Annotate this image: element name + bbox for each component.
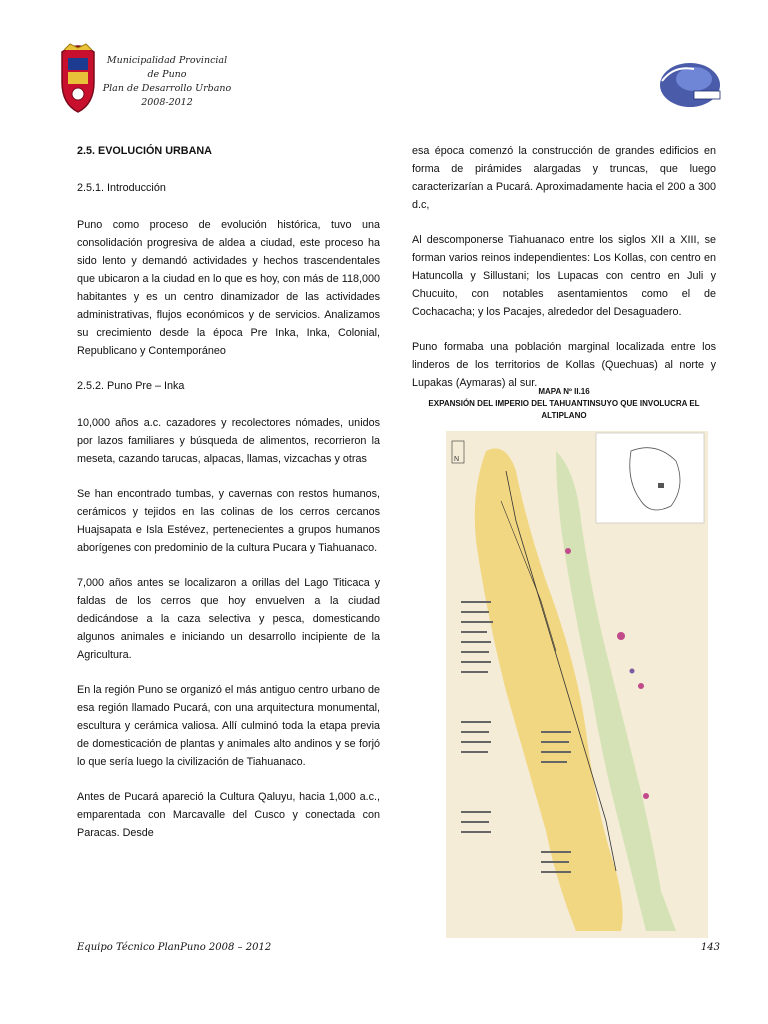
section-heading: 2.5. EVOLUCIÓN URBANA <box>77 145 212 157</box>
paragraph: esa época comenzó la construcción de grandes edificios en forma de pirámides alargadas y truncas, que luego caracterizarían a Pucará. Aproximadamente hacia el 200 a 300 d.c, <box>412 145 716 211</box>
paragraph: Se han encontrado tumbas, y cavernas con restos humanos, cerámicos y tejidos en las colinas de los cerros cercanos Huajsapata e Isla Estévez, pertenecientes a grupos humanos aborígenes con predominio de la cultura Pucara y Tiahuanaco. <box>77 488 380 554</box>
map-caption <box>412 386 716 422</box>
paragraph: Antes de Pucará apareció la Cultura Qaluyu, hacia 1,000 a.c., emparentada con Marcavalle del Cusco y conectada con Paracas. Desde <box>77 791 380 839</box>
header-text <box>102 54 232 110</box>
paragraph: 10,000 años a.c. cazadores y recolectores nómades, unidos por lazos familiares y búsqueda de alimentos, recorrieron la meseta, cazando tarucas, alpacas, llamas, vizcachas y otras <box>77 417 380 465</box>
left-column <box>77 142 380 859</box>
paragraph: 7,000 años antes se localizaron a orillas del Lago Titicaca y faldas de los cerros que hoy envuelven a la ciudad dedicándose a la caza selectiva y pesca, domesticando algunos animales e iniciando un desarrollo incipiente de la Agricultura. <box>77 577 380 661</box>
map-title: EXPANSIÓN DEL IMPERIO DEL TAHUANTINSUYO QUE INVOLUCRA EL ALTIPLANO <box>428 399 700 420</box>
paragraph: Puno como proceso de evolución histórica, tuvo una consolidación progresiva de aldea a ciudad, este proceso ha sido lento y demandó actividades y hechos trascendentales que ubicaron a la ciudad en lo que es hoy, con más de 118,000 habitantes y es un centro dinamizador de las actividades administrativas, flujos económicos y de servicios. Analizamos su crecimiento desde la época Pre Inka, Inka, Colonial, Republicano y Contemporáneo <box>77 219 380 357</box>
paragraph: Puno formaba una población marginal localizada entre los linderos de los territorios de Kollas (Quechuas) al norte y Lupakas (Aymaras) al sur. <box>412 341 716 389</box>
map-number: MAPA Nº II.16 <box>538 387 590 396</box>
paragraph: Al descomponerse Tiahuanaco entre los siglos XII a XIII, se forman varios reinos independientes: Los Kollas, con centro en Hatuncolla y Sillustani; los Lupacas con centro en Juli y Chucuito, con notables asentamientos como el de Cochacacha; y los Pacajes, alrededor del Desaguadero. <box>412 234 716 318</box>
subsection-introduccion: 2.5.1. Introducción <box>77 182 166 194</box>
header-line-2: Plan de Desarrollo Urbano <box>102 83 232 94</box>
right-column <box>412 142 716 409</box>
tahuantinsuyo-map-image <box>446 431 708 938</box>
footer-credit: Equipo Técnico PlanPuno 2008 – 2012 <box>77 942 272 953</box>
header-block <box>58 42 232 112</box>
page-number: 143 <box>700 942 720 953</box>
subsection-pre-inka: 2.5.2. Puno Pre – Inka <box>77 380 185 392</box>
header-line-3: 2008-2012 <box>141 97 193 108</box>
svg-text:N: N <box>454 456 460 463</box>
header-line-1: Municipalidad Provincial de Puno <box>106 55 228 80</box>
municipal-crest-icon <box>58 42 98 114</box>
paragraph: En la región Puno se organizó el más antiguo centro urbano de esa región llamado Pucará, con una arquitectura monumental, escultura y cerámica valiosa. Allí culminó toda la etapa previa de domesticación de plantas y animales alto andinos y se forjó lo que sería luego la civilización de Tiahuanaco. <box>77 684 380 768</box>
planpuno-logo-icon <box>654 55 724 111</box>
